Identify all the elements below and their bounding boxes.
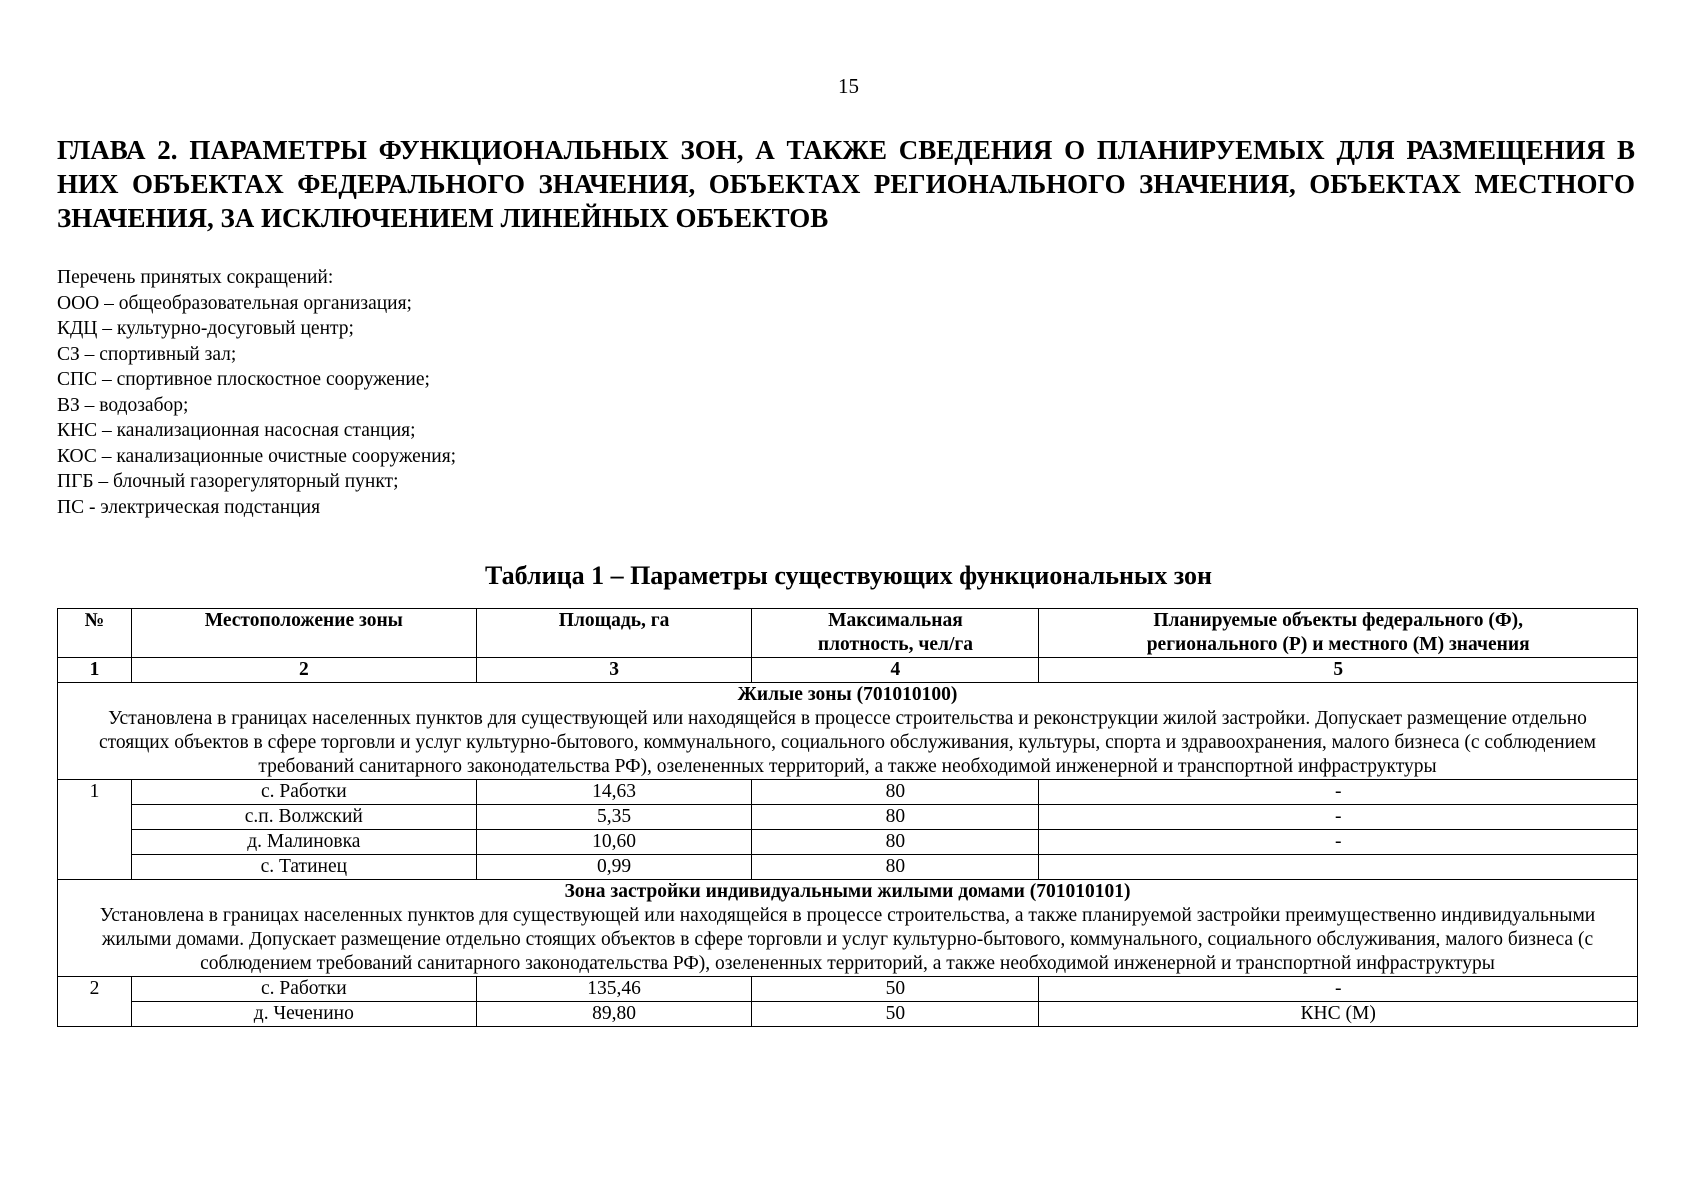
cell-location: с. Работки (131, 977, 476, 1002)
column-number: 2 (131, 658, 476, 683)
page-number: 15 (838, 74, 859, 98)
cell-area: 135,46 (476, 977, 752, 1002)
section-header-row (58, 880, 1638, 977)
section-header (58, 880, 1638, 977)
cell-objects: - (1039, 805, 1638, 830)
cell-area: 10,60 (476, 830, 752, 855)
section-description: Установлена в границах населенных пунктов для существующей или находящейся в процессе строительства, а также планируемой застройки преимущественно индивидуальными жилыми домами. Допускает размещение отдельно стоящих объектов в сфере торговли и услуг культурно-бытового, коммунального, социального обслуживания, малого бизнеса (с соблюдением требований санитарного законодательства РФ), озелененных территорий, а также необходимой инженерной и транспортной инфраструктуры (99, 905, 1596, 974)
zone-number: 2 (58, 977, 132, 1027)
column-number-row (58, 658, 1638, 683)
cell-area: 0,99 (476, 855, 752, 880)
cell-area: 5,35 (476, 805, 752, 830)
cell-location: д. Чеченино (131, 1002, 476, 1027)
table-header-row (58, 609, 1638, 658)
cell-objects (1039, 855, 1638, 880)
header-number: № (58, 609, 132, 658)
abbreviation-item: ПГБ – блочный газорегуляторный пункт; (57, 471, 399, 492)
header-area: Площадь, га (476, 609, 752, 658)
column-number: 5 (1039, 658, 1638, 683)
header-location: Местоположение зоны (131, 609, 476, 658)
table-row (58, 780, 1638, 805)
abbreviation-item: КДЦ – культурно-досуговый центр; (57, 318, 354, 339)
cell-density: 80 (752, 780, 1039, 805)
cell-objects: - (1039, 780, 1638, 805)
column-number: 4 (752, 658, 1039, 683)
header-density: Максимальная плотность, чел/га (752, 609, 1039, 658)
cell-location: с.п. Волжский (131, 805, 476, 830)
column-number: 1 (58, 658, 132, 683)
cell-area: 14,63 (476, 780, 752, 805)
cell-density: 80 (752, 830, 1039, 855)
cell-location: с. Работки (131, 780, 476, 805)
cell-density: 50 (752, 977, 1039, 1002)
cell-objects: - (1039, 830, 1638, 855)
cell-objects: - (1039, 977, 1638, 1002)
abbreviations-list (57, 265, 456, 520)
abbreviation-item: СПС – спортивное плоскостное сооружение; (57, 369, 430, 390)
column-number: 3 (476, 658, 752, 683)
section-title: Жилые зоны (701010100) (737, 684, 958, 705)
abbreviation-item: ВЗ – водозабор; (57, 394, 189, 416)
abbreviation-item: КНС – канализационная насосная станция; (57, 420, 416, 441)
table-row (58, 805, 1638, 830)
cell-location: д. Малиновка (131, 830, 476, 855)
chapter-title: ГЛАВА 2. ПАРАМЕТРЫ ФУНКЦИОНАЛЬНЫХ ЗОН, А ТАКЖЕ СВЕДЕНИЯ О ПЛАНИРУЕМЫХ ДЛЯ РАЗМЕЩЕНИЯ В НИХ ОБЪЕКТАХ ФЕДЕРАЛЬНОГО ЗНАЧЕНИЯ, ОБЪЕКТАХ РЕГИОНАЛЬНОГО ЗНАЧЕНИЯ, ОБЪЕКТАХ МЕСТНОГО ЗНАЧЕНИЯ, ЗА ИСКЛЮЧЕНИЕМ ЛИНЕЙНЫХ ОБЪЕКТОВ (57, 135, 1635, 233)
abbreviation-item: СЗ – спортивный зал; (57, 343, 237, 365)
cell-location: с. Татинец (131, 855, 476, 880)
table-title: Таблица 1 – Параметры существующих функциональных зон (484, 561, 1212, 590)
cell-density: 50 (752, 1002, 1039, 1027)
zone-number: 1 (58, 780, 132, 880)
cell-density: 80 (752, 855, 1039, 880)
header-planned-objects: Планируемые объекты федерального (Ф), регионального (Р) и местного (М) значения (1039, 609, 1638, 658)
section-description: Установлена в границах населенных пунктов для существующей или находящейся в процессе строительства и реконструкции жилой застройки. Допускает размещение отдельно стоящих объектов в сфере торговли и услуг культурно-бытового, коммунального, социального обслуживания, культуры, спорта и здравоохранения, малого бизнеса (с соблюдением требований санитарного законодательства РФ), озелененных территорий, а также необходимой инженерной и транспортной инфраструктуры (98, 708, 1597, 777)
cell-area: 89,80 (476, 1002, 752, 1027)
zones-table (57, 608, 1638, 1027)
table-row (58, 1002, 1638, 1027)
abbreviation-item: ПС - электрическая подстанция (57, 496, 321, 518)
cell-objects: КНС (М) (1039, 1002, 1638, 1027)
section-title: Зона застройки индивидуальными жилыми домами (701010101) (564, 881, 1131, 902)
abbreviations-heading: Перечень принятых сокращений: (57, 267, 334, 288)
table-row (58, 855, 1638, 880)
abbreviation-item: ООО – общеобразовательная организация; (57, 292, 412, 314)
table-row (58, 830, 1638, 855)
section-header (58, 683, 1638, 780)
section-header-row (58, 683, 1638, 780)
abbreviation-item: КОС – канализационные очистные сооружения; (57, 445, 457, 467)
table-row (58, 977, 1638, 1002)
cell-density: 80 (752, 805, 1039, 830)
